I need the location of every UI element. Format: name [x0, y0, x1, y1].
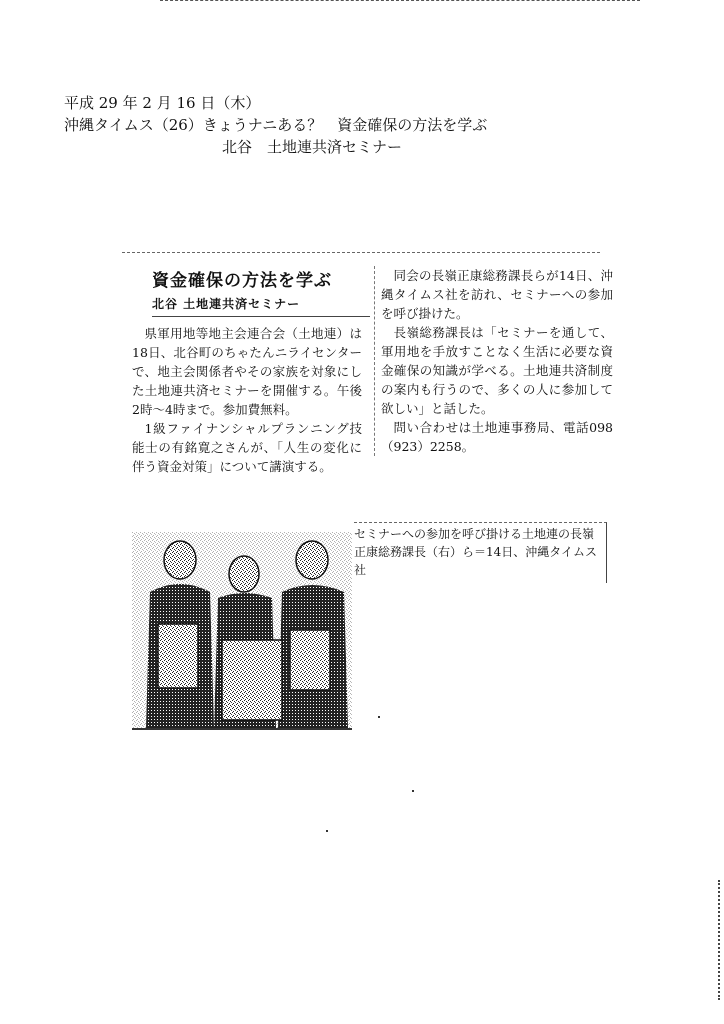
- scan-speck: [326, 830, 328, 832]
- article-photo: [132, 532, 352, 730]
- article-paragraph: 長嶺総務課長は「セミナーを通して、軍用地を手放すことなく生活に必要な資金確保の知識が学べる。土地連共済制度の案内も行うので、多くの人に参加して欲しい」と話した。: [381, 325, 613, 416]
- publication-source: 沖縄タイムス（26）きょうナニある？ 資金確保の方法を学ぶ: [64, 116, 488, 134]
- photo-three-people: [132, 532, 352, 728]
- article-paragraph: 県軍用地等地主会連合会（土地連）は18日、北谷町のちゃたんニライセンターで、地主会関係者やその家族を対象にした土地連共済セミナーを開催する。午後2時～4時まで。参加費無料。: [132, 326, 362, 417]
- newspaper-clipping: [122, 252, 612, 732]
- photo-caption: セミナーへの参加を呼び掛ける土地連の長嶺正康総務課長（右）ら＝14日、沖縄タイムス社: [354, 522, 607, 583]
- scan-right-edge: [714, 880, 720, 1000]
- clipping-metadata: [64, 92, 487, 158]
- article-headline: 資金確保の方法を学ぶ: [152, 271, 332, 291]
- article-paragraph: 問い合わせは土地連事務局、電話098（923）2258。: [381, 420, 613, 454]
- article-paragraph: 1級ファイナンシャルプランニング技能士の有銘寛之さんが、「人生の変化に伴う資金対策」について講演する。: [132, 421, 362, 474]
- article-header: [152, 266, 370, 317]
- article-paragraph: 同会の長嶺正康総務課長らが14日、沖縄タイムス社を訪れ、セミナーへの参加を呼び掛けた。: [381, 268, 613, 321]
- publication-date: 平成 29 年 2 月 16 日（木）: [64, 94, 261, 112]
- scan-speck: [378, 716, 380, 718]
- article-column-left: [132, 324, 362, 476]
- scan-top-edge: [160, 0, 640, 3]
- clip-top-border: [122, 252, 600, 253]
- article-subhead: 北谷 土地連共済セミナー: [152, 297, 301, 311]
- article-topic: 北谷 土地連共済セミナー: [222, 138, 403, 156]
- article-column-right: [374, 266, 613, 456]
- scan-speck: [412, 790, 414, 792]
